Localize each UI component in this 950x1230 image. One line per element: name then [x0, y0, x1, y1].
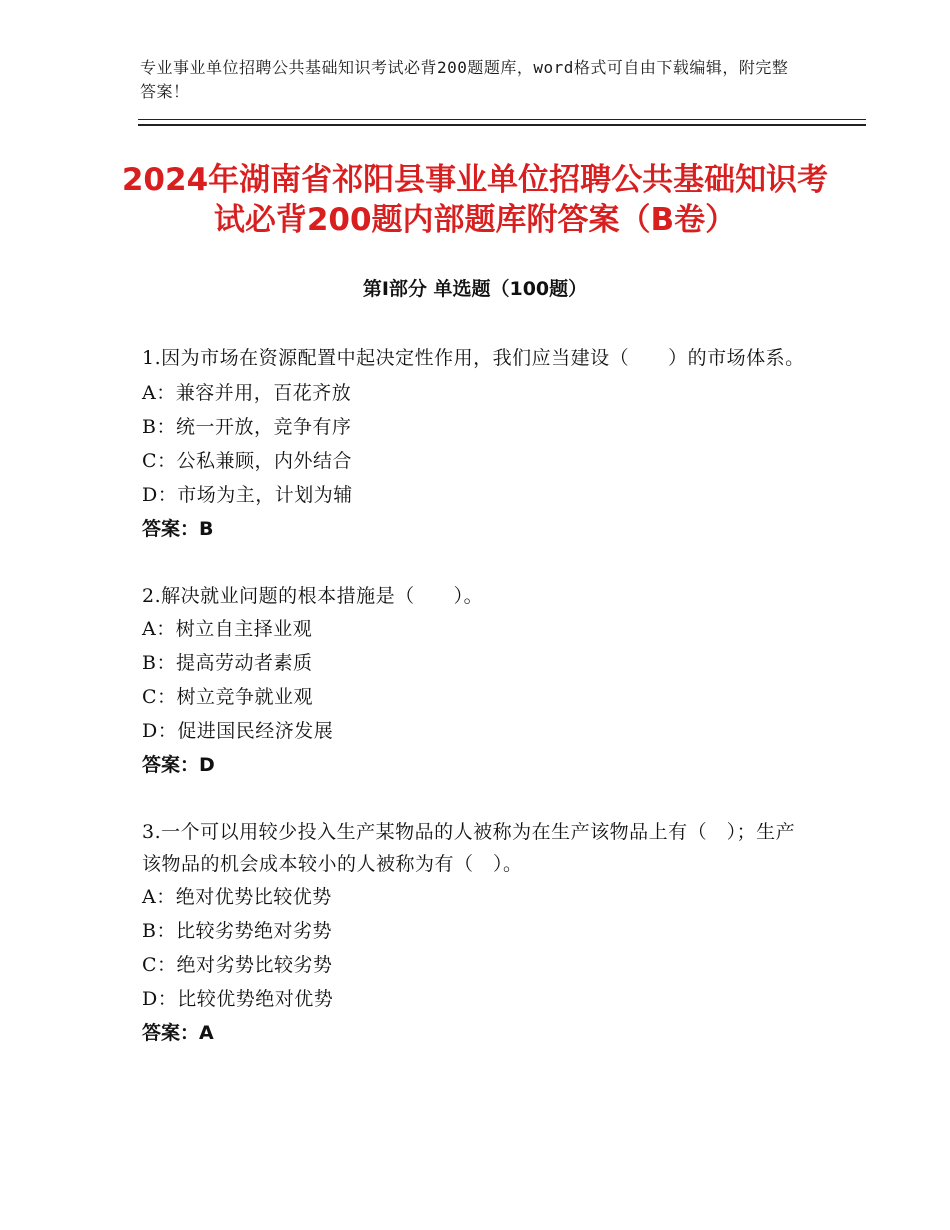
question-item: [142, 580, 812, 782]
option-a: A：兼容并用，百花齐放: [142, 382, 352, 404]
option-d: D：促进国民经济发展: [142, 720, 334, 742]
option-b: B：比较劣势绝对劣势: [142, 920, 332, 942]
question-item: [142, 342, 812, 546]
option-d: D：市场为主，计划为辅: [142, 484, 353, 506]
question-stem: 3.一个可以用较少投入生产某物品的人被称为在生产该物品上有（ ）；生产该物品的机会成本较小的人被称为有（ ）。: [142, 821, 796, 875]
question-list: [142, 342, 812, 1084]
question-stem: 2.解决就业问题的根本措施是（ ）。: [142, 585, 484, 607]
option-a: A：绝对优势比较优势: [142, 886, 332, 908]
answer-line: 答案：B: [142, 518, 214, 540]
header-note: 专业事业单位招聘公共基础知识考试必背200题题库，word格式可自由下载编辑，附完整答案！: [140, 58, 789, 101]
answer-line: 答案：D: [142, 754, 215, 776]
question-stem: 1.因为市场在资源配置中起决定性作用，我们应当建设（ ）的市场体系。: [142, 347, 805, 369]
section-heading: 第Ⅰ部分 单选题（100题）: [362, 278, 588, 300]
option-c: C：树立竞争就业观: [142, 686, 314, 708]
question-item: [142, 816, 812, 1050]
option-b: B：统一开放，竞争有序: [142, 416, 352, 438]
option-d: D：比较优势绝对优势: [142, 988, 334, 1010]
answer-line: 答案：A: [142, 1022, 214, 1044]
header-divider-thick: [138, 124, 866, 126]
document-title: 2024年湖南省祁阳县事业单位招聘公共基础知识考试必背200题内部题库附答案（B卷）: [121, 162, 829, 238]
header-divider-thin: [138, 119, 866, 120]
option-c: C：绝对劣势比较劣势: [142, 954, 333, 976]
option-a: A：树立自主择业观: [142, 618, 313, 640]
option-c: C：公私兼顾，内外结合: [142, 450, 353, 472]
option-b: B：提高劳动者素质: [142, 652, 313, 674]
